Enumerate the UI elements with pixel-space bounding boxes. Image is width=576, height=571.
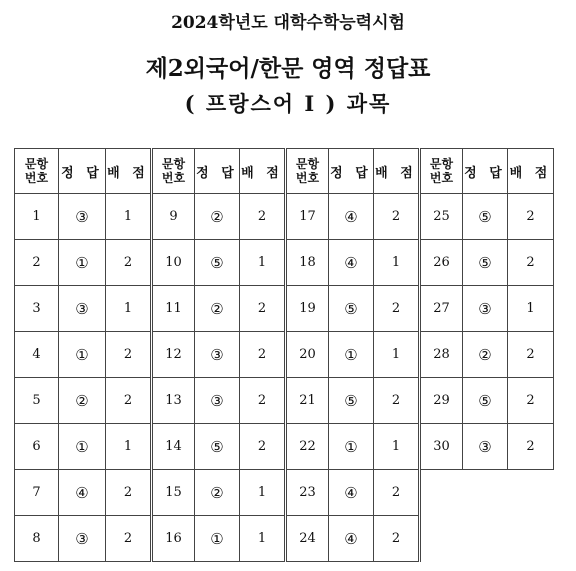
answer-cell: ②	[195, 470, 240, 516]
question-number-cell: 22	[286, 424, 329, 470]
answer-cell: ②	[195, 194, 240, 240]
answer-cell: ③	[195, 378, 240, 424]
question-number-cell: 2	[15, 240, 59, 286]
answer-cell: ④	[59, 470, 106, 516]
header-answer: 정 답	[59, 149, 106, 194]
answer-table	[14, 148, 554, 562]
points-cell: 2	[240, 194, 286, 240]
points-cell: 2	[106, 378, 152, 424]
points-cell: 2	[508, 194, 554, 240]
answer-cell: ②	[463, 332, 508, 378]
question-number-cell: 24	[286, 516, 329, 562]
points-cell: 1	[106, 424, 152, 470]
answer-cell: ②	[59, 378, 106, 424]
header-question-number: 문항 번호	[286, 149, 329, 194]
main-title: 제2외국어/한문 영역 정답표	[145, 55, 431, 82]
answer-cell: ①	[59, 240, 106, 286]
question-number-cell: 11	[152, 286, 195, 332]
points-cell: 2	[240, 378, 286, 424]
answer-cell: ⑤	[329, 286, 374, 332]
question-number-cell: 16	[152, 516, 195, 562]
header-points: 배 점	[508, 149, 554, 194]
table-header-row	[15, 149, 554, 194]
answer-cell: ⑤	[463, 240, 508, 286]
answer-cell: ①	[59, 424, 106, 470]
answer-cell: ③	[59, 194, 106, 240]
header-points: 배 점	[374, 149, 420, 194]
question-number-cell: 26	[420, 240, 463, 286]
answer-cell: ①	[329, 424, 374, 470]
question-number-cell: 28	[420, 332, 463, 378]
table-row	[15, 470, 554, 516]
header-question-number: 문항 번호	[152, 149, 195, 194]
points-cell: 1	[374, 240, 420, 286]
exam-title: 2024학년도 대학수학능력시험	[171, 13, 405, 33]
points-cell: 2	[374, 470, 420, 516]
answer-cell: ⑤	[329, 378, 374, 424]
question-number-cell: 18	[286, 240, 329, 286]
table-row	[15, 240, 554, 286]
points-cell: 2	[240, 332, 286, 378]
points-cell: 2	[374, 378, 420, 424]
answer-cell: ⑤	[195, 240, 240, 286]
answer-cell: ①	[195, 516, 240, 562]
points-cell: 1	[508, 286, 554, 332]
table-row	[15, 194, 554, 240]
answer-table-body	[15, 149, 554, 562]
question-number-cell: 13	[152, 378, 195, 424]
points-cell: 2	[106, 516, 152, 562]
points-cell: 2	[508, 332, 554, 378]
table-row	[15, 378, 554, 424]
table-row	[15, 332, 554, 378]
header-question-number: 문항 번호	[420, 149, 463, 194]
question-number-cell: 4	[15, 332, 59, 378]
question-number-cell: 10	[152, 240, 195, 286]
header-answer: 정 답	[329, 149, 374, 194]
table-row	[15, 424, 554, 470]
answer-cell: ①	[59, 332, 106, 378]
points-cell: 2	[374, 286, 420, 332]
points-cell: 2	[106, 470, 152, 516]
answer-cell: ④	[329, 240, 374, 286]
points-cell: 2	[508, 424, 554, 470]
table-row	[15, 286, 554, 332]
question-number-cell: 25	[420, 194, 463, 240]
answer-cell: ⑤	[463, 378, 508, 424]
answer-cell: ①	[329, 332, 374, 378]
answer-cell: ③	[59, 516, 106, 562]
question-number-cell: 3	[15, 286, 59, 332]
question-number-cell: 30	[420, 424, 463, 470]
answer-cell: ②	[195, 286, 240, 332]
answer-cell: ⑤	[463, 194, 508, 240]
header-answer: 정 답	[463, 149, 508, 194]
question-number-cell: 7	[15, 470, 59, 516]
answer-cell: ⑤	[195, 424, 240, 470]
empty-cell	[420, 470, 554, 516]
question-number-cell: 6	[15, 424, 59, 470]
header-points: 배 점	[106, 149, 152, 194]
answer-cell: ③	[463, 286, 508, 332]
points-cell: 2	[508, 378, 554, 424]
question-number-cell: 9	[152, 194, 195, 240]
header-points: 배 점	[240, 149, 286, 194]
question-number-cell: 19	[286, 286, 329, 332]
question-number-cell: 14	[152, 424, 195, 470]
points-cell: 2	[106, 332, 152, 378]
question-number-cell: 5	[15, 378, 59, 424]
points-cell: 1	[240, 240, 286, 286]
answer-cell: ④	[329, 516, 374, 562]
question-number-cell: 23	[286, 470, 329, 516]
answer-cell: ③	[195, 332, 240, 378]
subject-title: ( 프랑스어 I ) 과목	[184, 91, 392, 116]
points-cell: 2	[374, 194, 420, 240]
points-cell: 1	[106, 286, 152, 332]
points-cell: 1	[240, 516, 286, 562]
answer-cell: ③	[59, 286, 106, 332]
question-number-cell: 12	[152, 332, 195, 378]
answer-cell: ③	[463, 424, 508, 470]
question-number-cell: 15	[152, 470, 195, 516]
question-number-cell: 8	[15, 516, 59, 562]
question-number-cell: 17	[286, 194, 329, 240]
points-cell: 2	[106, 240, 152, 286]
table-row	[15, 516, 554, 562]
empty-cell	[420, 516, 554, 562]
question-number-cell: 20	[286, 332, 329, 378]
points-cell: 1	[374, 424, 420, 470]
header-question-number: 문항 번호	[15, 149, 59, 194]
question-number-cell: 27	[420, 286, 463, 332]
answer-cell: ④	[329, 470, 374, 516]
points-cell: 1	[374, 332, 420, 378]
answer-cell: ④	[329, 194, 374, 240]
points-cell: 2	[508, 240, 554, 286]
points-cell: 1	[240, 470, 286, 516]
header-answer: 정 답	[195, 149, 240, 194]
question-number-cell: 29	[420, 378, 463, 424]
question-number-cell: 21	[286, 378, 329, 424]
question-number-cell: 1	[15, 194, 59, 240]
points-cell: 2	[240, 424, 286, 470]
points-cell: 2	[240, 286, 286, 332]
points-cell: 1	[106, 194, 152, 240]
points-cell: 2	[374, 516, 420, 562]
